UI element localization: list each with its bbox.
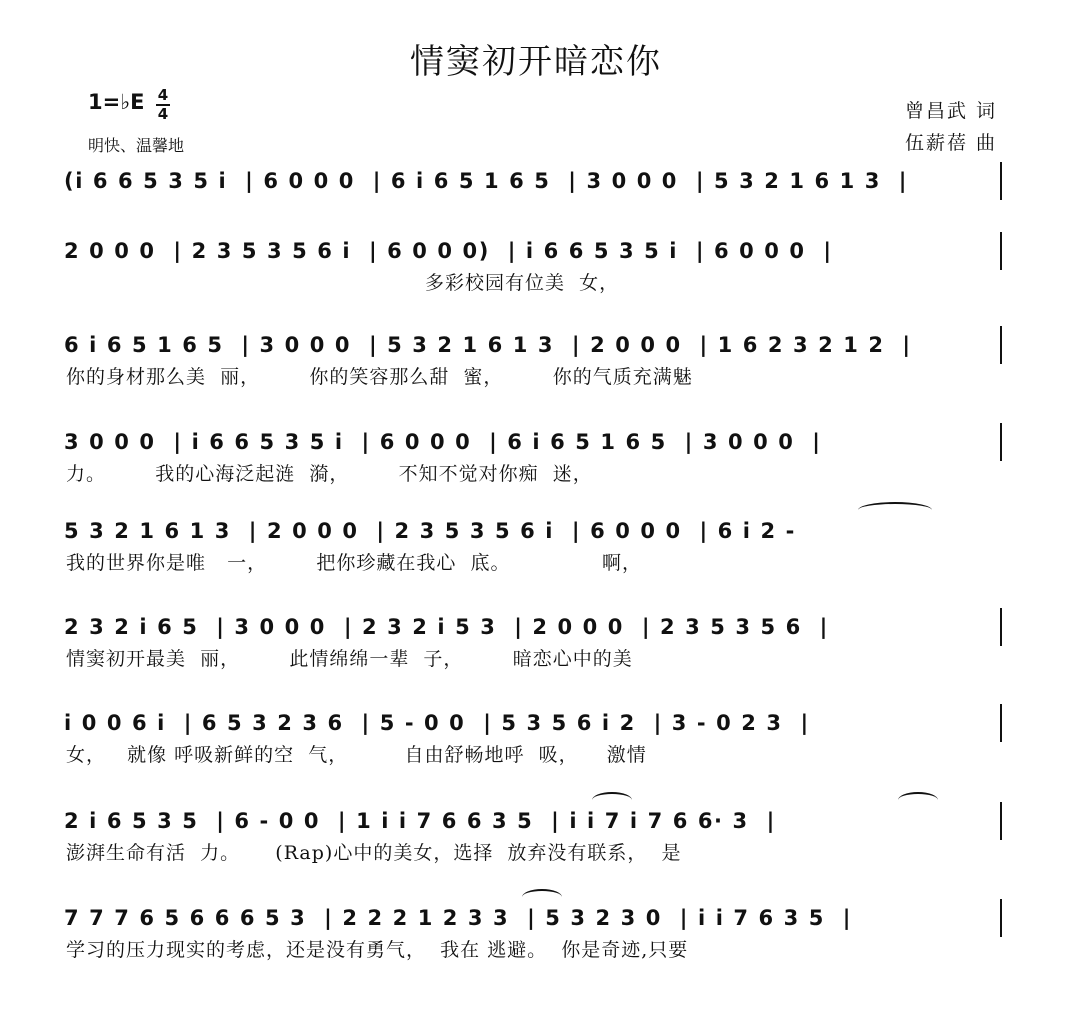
barline xyxy=(1000,802,1002,840)
score-row-5 xyxy=(0,516,1072,606)
barline xyxy=(1000,899,1002,937)
slur-mark xyxy=(522,889,562,905)
barline xyxy=(1000,162,1002,200)
barline xyxy=(1000,232,1002,270)
notation-line: 3 0 0 0 | i 6 6 5 3 5 i | 6 0 0 0 | 6 i 6 5 1 6 5 | 3 0 0 0 | xyxy=(64,430,822,454)
barline xyxy=(1000,326,1002,364)
composer-credit: 伍薪蓓 曲 xyxy=(905,132,998,154)
score-row-7 xyxy=(0,708,1072,798)
tempo-marking: 明快、温馨地 xyxy=(88,136,185,155)
lyric-line: 女， 就像 呼吸新鲜的空 气， 自由舒畅地呼 吸， 激情 xyxy=(66,744,647,766)
lyric-line: 澎湃生命有活 力。 (Rap)心中的美女，选择 放弃没有联系， 是 xyxy=(66,842,682,864)
lyric-line: 我的世界你是唯 一， 把你珍藏在我心 底。 啊， xyxy=(66,552,642,574)
score-row-9 xyxy=(0,903,1072,993)
notation-line: 2 0 0 0 | 2 3 5 3 5 6 i | 6 0 0 0) | i 6 6 5 3 5 i | 6 0 0 0 | xyxy=(64,239,833,263)
notation-line: (i 6 6 5 3 5 i | 6 0 0 0 | 6 i 6 5 1 6 5 | 3 0 0 0 | 5 3 2 1 6 1 3 | xyxy=(64,169,909,193)
lyricist-credit: 曾昌武 词 xyxy=(905,100,998,122)
notation-line: 5 3 2 1 6 1 3 | 2 0 0 0 | 2 3 5 3 5 6 i | 6 0 0 0 | 6 i 2 - xyxy=(64,519,814,543)
song-title: 情窦初开暗恋你 xyxy=(410,42,662,82)
lyric-line: 多彩校园有位美 女， xyxy=(66,272,620,294)
time-signature-unit: 4 xyxy=(157,105,169,123)
lyric-line: 学习的压力现实的考虑，还是没有勇气， 我在 逃避。 你是奇迹,只要 xyxy=(66,939,689,961)
barline xyxy=(1000,608,1002,646)
slur-mark xyxy=(858,502,932,518)
barline xyxy=(1000,423,1002,461)
notation-line: 2 i 6 5 3 5 | 6 - 0 0 | 1 i i 7 6 6 3 5 | i i 7 i 7 6 6· 3 | xyxy=(64,809,776,833)
time-signature xyxy=(156,88,170,122)
lyric-line: 情窦初开最美 丽， 此情绵绵一辈 子， 暗恋心中的美 xyxy=(66,648,633,670)
lyric-line: 力。 我的心海泛起涟 漪， 不知不觉对你痴 迷， xyxy=(66,463,593,485)
score-row-8 xyxy=(0,806,1072,896)
score-row-2 xyxy=(0,236,1072,326)
key-signature: 1=♭E xyxy=(88,90,145,114)
score-row-6 xyxy=(0,612,1072,702)
slur-mark xyxy=(592,792,632,808)
notation-line: 6 i 6 5 1 6 5 | 3 0 0 0 | 5 3 2 1 6 1 3 | 2 0 0 0 | 1 6 2 3 2 1 2 | xyxy=(64,333,912,357)
score-row-3 xyxy=(0,330,1072,420)
notation-line: 7 7 7 6 5 6 6 6 5 3 | 2 2 2 1 2 3 3 | 5 3 2 3 0 | i i 7 6 3 5 | xyxy=(64,906,853,930)
notation-line: 2 3 2 i 6 5 | 3 0 0 0 | 2 3 2 i 5 3 | 2 0 0 0 | 2 3 5 3 5 6 | xyxy=(64,615,829,639)
barline xyxy=(1000,704,1002,742)
time-signature-beats: 4 xyxy=(157,86,169,104)
lyric-line: 你的身材那么美 丽， 你的笑容那么甜 蜜， 你的气质充满魅 xyxy=(66,366,693,388)
slur-mark xyxy=(898,792,938,808)
notation-line: i 0 0 6 i | 6 5 3 2 3 6 | 5 - 0 0 | 5 3 5 6 i 2 | 3 - 0 2 3 | xyxy=(64,711,810,735)
